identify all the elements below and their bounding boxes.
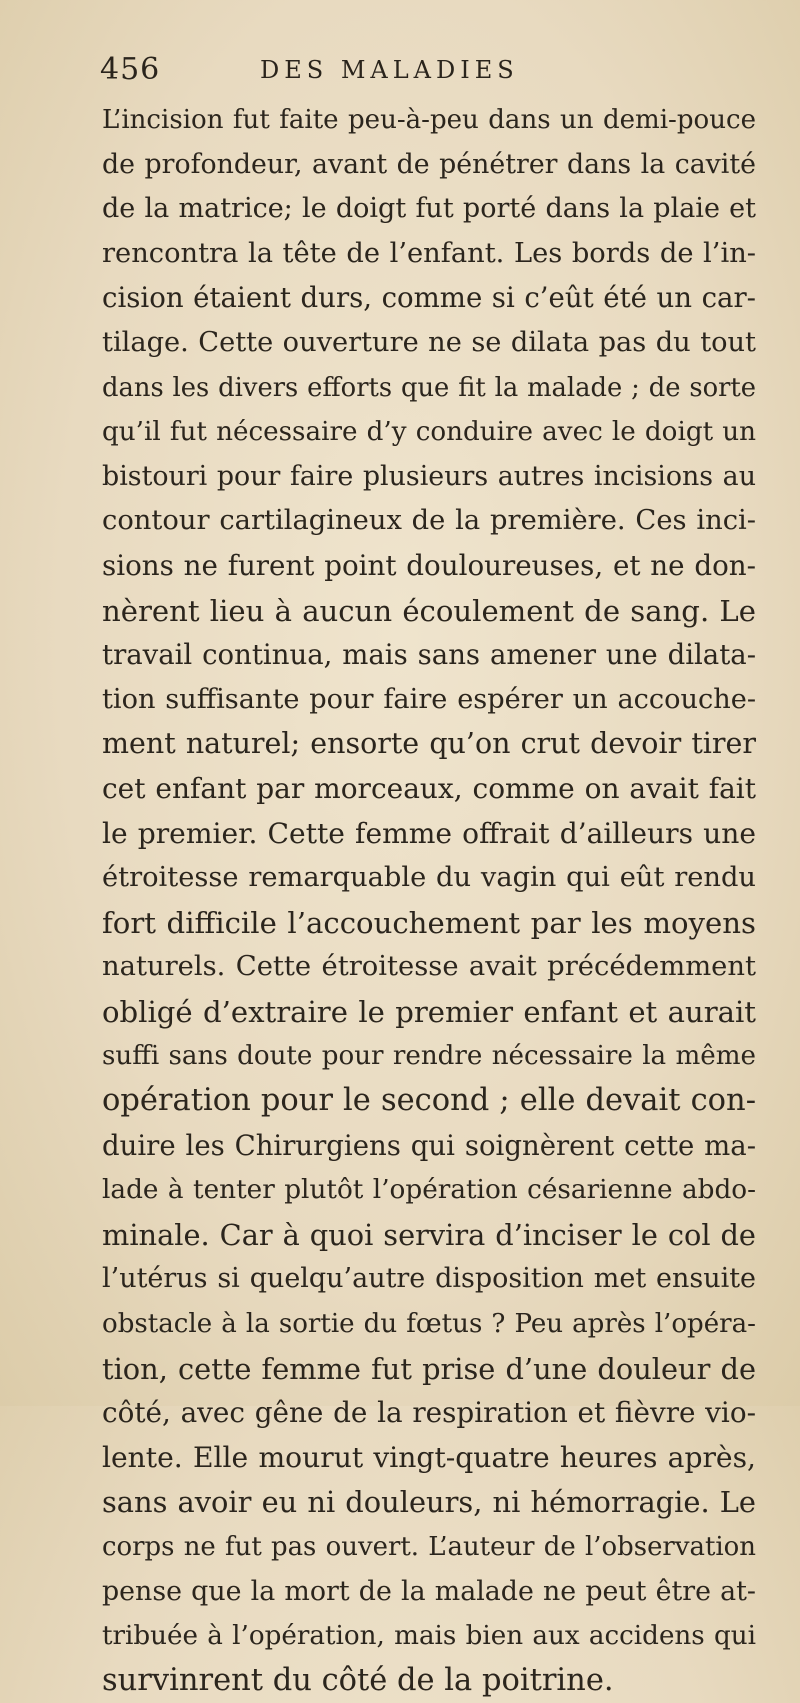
text-line: tion suffisante pour faire espérer un accouche- <box>102 683 756 715</box>
text-line: corps ne fut pas ouvert. L’auteur de l’observation <box>102 1532 756 1562</box>
page-number: 456 <box>100 52 161 87</box>
text-line: tion, cette femme fut prise d’une douleur de <box>102 1351 756 1386</box>
text-line: rencontra la tête de l’enfant. Les bords de l’in- <box>102 237 756 269</box>
text-line: lente. Elle mourut vingt-quatre heures après, <box>102 1440 756 1474</box>
text-line: cet enfant par morceaux, comme on avait fait <box>102 771 756 805</box>
page-header <box>100 52 740 92</box>
text-line: L’incision fut faite peu-à-peu dans un demi-pouce <box>102 105 756 135</box>
text-line: dans les divers efforts que fit la malade ; de sorte <box>102 372 756 403</box>
text-line: pense que la mort de la malade ne peut être at- <box>102 1575 756 1607</box>
text-line: lade à tenter plutôt l’opération césarienne abdo- <box>102 1175 756 1206</box>
text-line: l’utérus si quelqu’autre disposition met ensuite <box>102 1263 756 1295</box>
text-line: obstacle à la sortie du fœtus ? Peu après l’opéra- <box>102 1309 756 1340</box>
text-line: qu’il fut nécessaire d’y conduire avec le doigt un <box>102 417 756 448</box>
text-line: sans avoir eu ni douleurs, ni hémorragie. Le <box>102 1485 756 1520</box>
text-line: suffi sans doute pour rendre nécessaire la même <box>102 1041 756 1072</box>
text-line: tilage. Cette ouverture ne se dilata pas du tout <box>102 326 756 358</box>
text-line: fort difficile l’accouchement par les moyens <box>102 905 756 940</box>
text-line: côté, avec gêne de la respiration et fièvre vio- <box>102 1396 756 1430</box>
text-line: duire les Chirurgiens qui soignèrent cette ma- <box>102 1129 756 1162</box>
text-line: de profondeur, avant de pénétrer dans la cavité <box>102 148 756 180</box>
text-line: ment naturel; ensorte qu’on crut devoir tirer <box>102 727 756 761</box>
text-line: cision étaient durs, comme si c’eût été un car- <box>102 281 756 315</box>
body-text <box>102 98 756 1703</box>
text-line: obligé d’extraire le premier enfant et aurait <box>102 994 756 1029</box>
text-line: le premier. Cette femme offrait d’ailleurs une <box>102 816 756 850</box>
text-line: travail continua, mais sans amener une dilata- <box>102 639 756 672</box>
text-line: sions ne furent point douloureuses, et ne don- <box>102 548 756 582</box>
text-line-last: survinrent du côté de la poitrine. <box>102 1662 614 1698</box>
text-line: naturels. Cette étroitesse avait précédemment <box>102 951 756 983</box>
text-line: bistouri pour faire plusieurs autres incisions au <box>102 460 756 492</box>
text-line: étroitesse remarquable du vagin qui eût rendu <box>102 862 756 894</box>
text-line: contour cartilagineux de la première. Ces inci- <box>102 505 756 537</box>
text-line: minale. Car à quoi servira d’inciser le col de <box>102 1217 756 1252</box>
running-title: DES MALADIES <box>260 56 519 84</box>
text-line: nèrent lieu à aucun écoulement de sang. Le <box>102 593 756 628</box>
text-line: tribuée à l’opération, mais bien aux accidens qui <box>102 1621 756 1652</box>
text-line: opération pour le second ; elle devait con- <box>102 1083 756 1119</box>
text-line: de la matrice; le doigt fut porté dans la plaie et <box>102 193 756 225</box>
